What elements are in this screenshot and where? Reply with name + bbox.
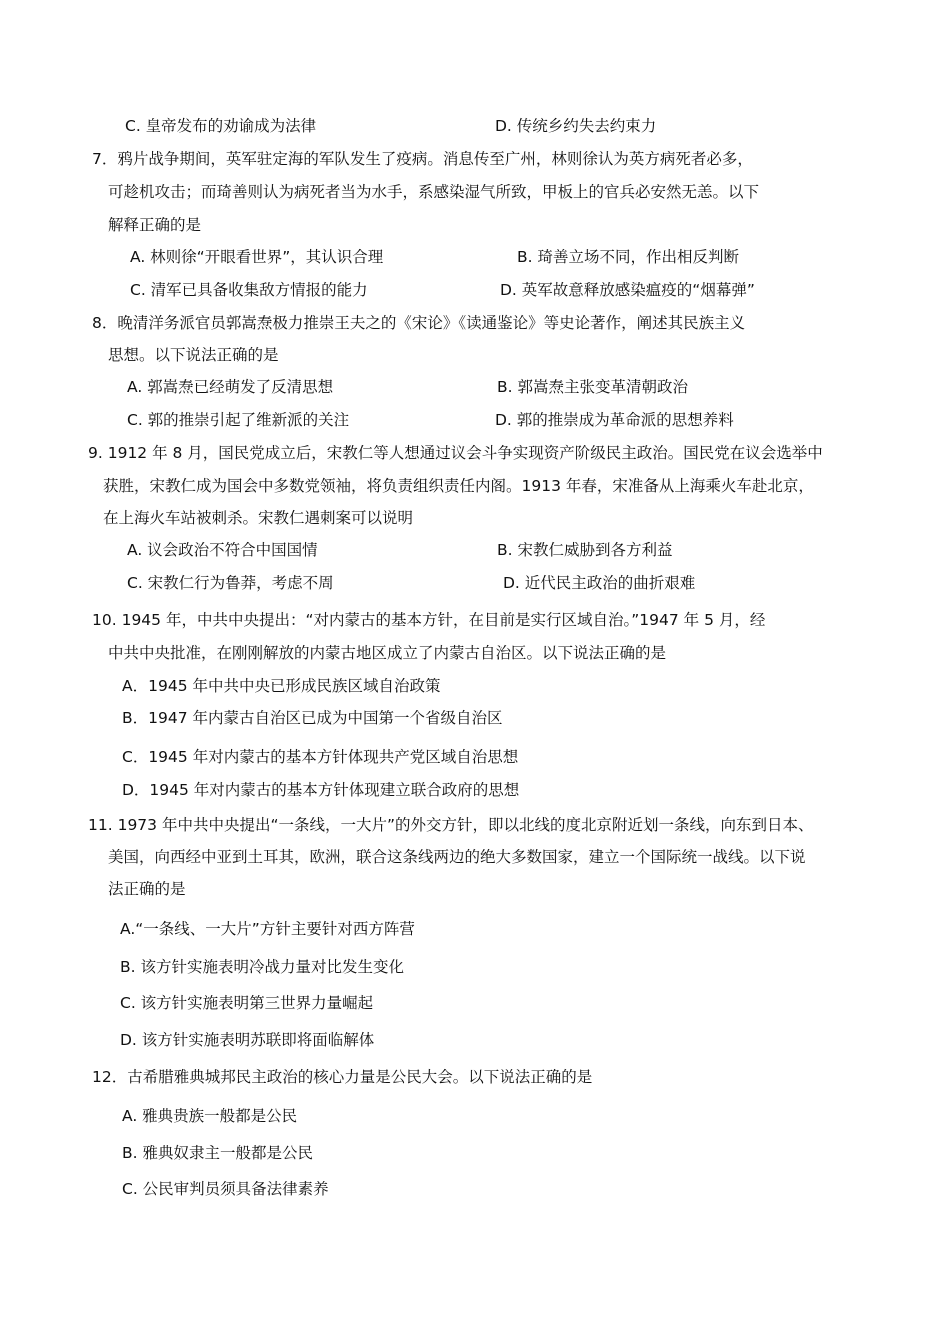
q9-stem-line-3: 在上海火车站被刺杀。宋教仁遇刺案可以说明 xyxy=(103,509,414,527)
q12-stem-line-1: 12．古希腊雅典城邦民主政治的核心力量是公民大会。以下说法正确的是 xyxy=(92,1068,593,1086)
q7-option-c: C. 清军已具备收集敌方情报的能力 xyxy=(130,281,368,299)
q11-stem-line-2: 美国，向西经中亚到土耳其，欧洲，联合这条线两边的绝大多数国家，建立一个国际统一战线。以下说 xyxy=(108,848,806,866)
q10-option-a: A．1945 年中共中央已形成民族区域自治政策 xyxy=(122,677,441,695)
q7-option-b: B. 琦善立场不同，作出相反判断 xyxy=(517,248,739,266)
q10-option-d: D．1945 年对内蒙古的基本方针体现建立联合政府的思想 xyxy=(122,781,520,799)
q7-option-d: D. 英军故意释放感染瘟疫的“烟幕弹” xyxy=(500,281,755,299)
q9-stem-line-1: 9. 1912 年 8 月，国民党成立后，宋教仁等人想通过议会斗争实现资产阶级民主政治。国民党在议会选举中 xyxy=(88,444,823,462)
q9-option-a: A. 议会政治不符合中国国情 xyxy=(127,541,318,559)
q9-option-d: D. 近代民主政治的曲折艰难 xyxy=(503,574,696,592)
q7-stem-line-3: 解释正确的是 xyxy=(108,216,202,234)
q8-option-a: A. 郭嵩焘已经萌发了反清思想 xyxy=(127,378,334,396)
q6-option-c: C. 皇帝发布的劝谕成为法律 xyxy=(125,117,317,135)
q12-option-b: B. 雅典奴隶主一般都是公民 xyxy=(122,1144,313,1162)
q9-stem-line-2: 获胜，宋教仁成为国会中多数党领袖，将负责组织责任内阁。1913 年春，宋准备从上海乘火车赴北京， xyxy=(103,477,814,495)
q12-option-c: C. 公民审判员须具备法律素养 xyxy=(122,1180,329,1198)
q8-stem-line-1: 8．晚清洋务派官员郭嵩焘极力推崇王夫之的《宋论》《读通鉴论》等史论著作，阐述其民族主义 xyxy=(92,314,746,332)
q11-stem-line-3: 法正确的是 xyxy=(108,880,186,898)
q11-option-b: B. 该方针实施表明冷战力量对比发生变化 xyxy=(120,958,404,976)
q7-option-a: A. 林则徐“开眼看世界”，其认识合理 xyxy=(130,248,384,266)
q11-option-d: D. 该方针实施表明苏联即将面临解体 xyxy=(120,1031,375,1049)
q7-stem-line-1: 7．鸦片战争期间，英军驻定海的军队发生了疫病。消息传至广州，林则徐认为英方病死者必多， xyxy=(92,150,753,168)
q8-option-c: C. 郭的推崇引起了维新派的关注 xyxy=(127,411,350,429)
q8-option-d: D. 郭的推崇成为革命派的思想养料 xyxy=(495,411,734,429)
q10-stem-line-2: 中共中央批准，在刚刚解放的内蒙古地区成立了内蒙古自治区。以下说法正确的是 xyxy=(108,644,667,662)
q11-stem-line-1: 11. 1973 年中共中央提出“一条线，一大片”的外交方针，即以北线的度北京附近划一条线，向东到日本、 xyxy=(88,816,814,834)
q12-option-a: A. 雅典贵族一般都是公民 xyxy=(122,1107,298,1125)
q7-stem-line-2: 可趁机攻击；而琦善则认为病死者当为水手，系感染湿气所致，甲板上的官兵必安然无恙。以下 xyxy=(108,183,760,201)
q9-option-c: C. 宋教仁行为鲁莽，考虑不周 xyxy=(127,574,334,592)
q10-option-c: C．1945 年对内蒙古的基本方针体现共产党区域自治思想 xyxy=(122,748,519,766)
q10-option-b: B．1947 年内蒙古自治区已成为中国第一个省级自治区 xyxy=(122,709,503,727)
q6-option-d: D. 传统乡约失去约束力 xyxy=(495,117,657,135)
q8-option-b: B. 郭嵩焘主张变革清朝政治 xyxy=(497,378,688,396)
q8-stem-line-2: 思想。以下说法正确的是 xyxy=(108,346,279,364)
q10-stem-line-1: 10. 1945 年，中共中央提出：“对内蒙古的基本方针，在目前是实行区域自治。”1947 年 5 月，经 xyxy=(92,611,766,629)
q9-option-b: B. 宋教仁威胁到各方利益 xyxy=(497,541,673,559)
q11-option-c: C. 该方针实施表明第三世界力量崛起 xyxy=(120,994,374,1012)
q11-option-a: A.“一条线、一大片”方针主要针对西方阵营 xyxy=(120,920,415,938)
